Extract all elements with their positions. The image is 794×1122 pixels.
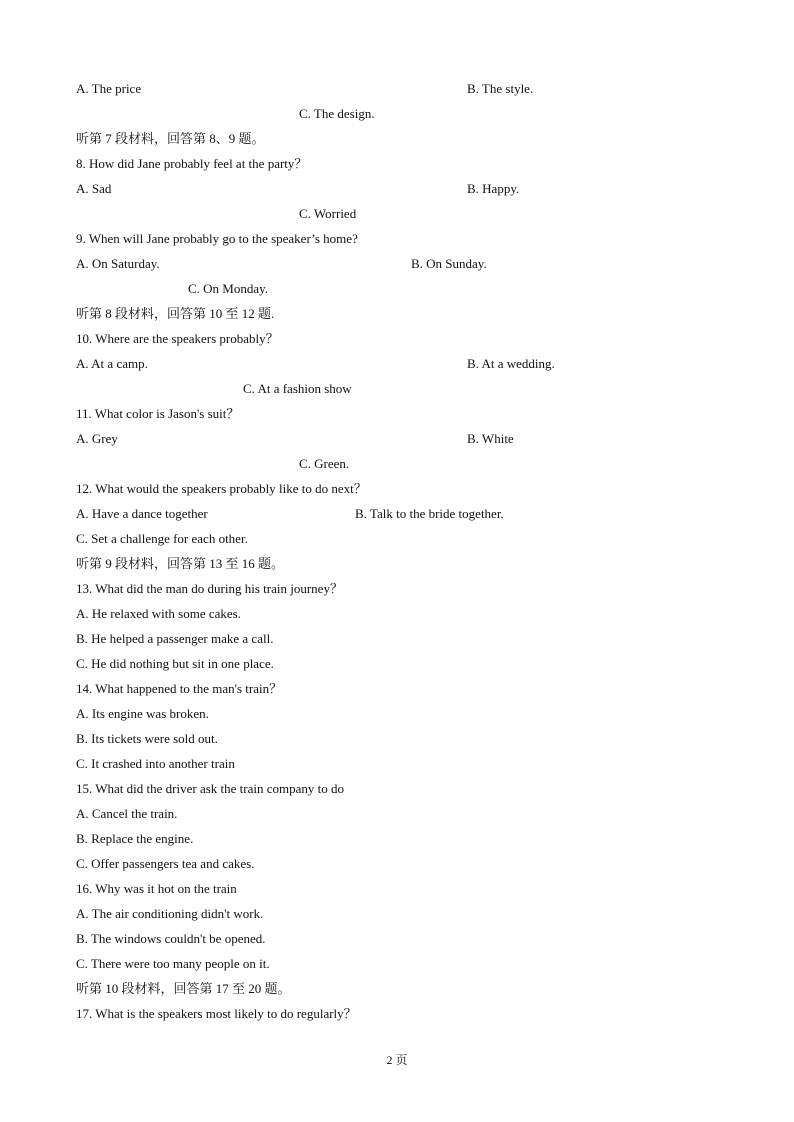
section-instruction: 听第 8 段材料，回答第 10 至 12 题. bbox=[76, 306, 275, 321]
q7-option-a: A. The price bbox=[76, 81, 142, 96]
q11-option-c: C. Green. bbox=[299, 456, 350, 471]
q8-option-b: B. Happy. bbox=[467, 181, 520, 196]
q15-option-c: C. Offer passengers tea and cakes. bbox=[76, 856, 255, 871]
page-number: 2 页 bbox=[386, 1053, 408, 1067]
question-15: 15. What did the driver ask the train company to do bbox=[76, 781, 344, 796]
q14-option-a: A. Its engine was broken. bbox=[76, 706, 209, 721]
q11-option-a: A. Grey bbox=[76, 431, 118, 446]
question-14: 14. What happened to the man's train？ bbox=[76, 681, 283, 696]
q16-option-a: A. The air conditioning didn't work. bbox=[76, 906, 264, 921]
section-instruction: 听第 9 段材料，回答第 13 至 16 题。 bbox=[76, 556, 285, 571]
section-instruction: 听第 10 段材料，回答第 17 至 20 题。 bbox=[76, 981, 291, 996]
q11-option-b: B. White bbox=[467, 431, 514, 446]
q12-option-b: B. Talk to the bride together. bbox=[355, 506, 504, 521]
q8-option-c: C. Worried bbox=[299, 206, 357, 221]
q12-option-a: A. Have a dance together bbox=[76, 506, 208, 521]
q7-option-b: B. The style. bbox=[467, 81, 534, 96]
q13-option-c: C. He did nothing but sit in one place. bbox=[76, 656, 274, 671]
q9-option-b: B. On Sunday. bbox=[411, 256, 487, 271]
q7-option-c: C. The design. bbox=[299, 106, 375, 121]
question-9: 9. When will Jane probably go to the speaker’s home? bbox=[76, 231, 358, 246]
q15-option-a: A. Cancel the train. bbox=[76, 806, 178, 821]
q16-option-c: C. There were too many people on it. bbox=[76, 956, 270, 971]
q13-option-a: A. He relaxed with some cakes. bbox=[76, 606, 241, 621]
section-instruction: 听第 7 段材料，回答第 8、9 题。 bbox=[76, 131, 265, 146]
question-16: 16. Why was it hot on the train bbox=[76, 881, 237, 896]
q9-option-c: C. On Monday. bbox=[188, 281, 269, 296]
q16-option-b: B. The windows couldn't be opened. bbox=[76, 931, 266, 946]
q10-option-c: C. At a fashion show bbox=[243, 381, 352, 396]
question-13: 13. What did the man do during his train journey？ bbox=[76, 581, 343, 596]
q12-option-c: C. Set a challenge for each other. bbox=[76, 531, 248, 546]
q15-option-b: B. Replace the engine. bbox=[76, 831, 194, 846]
q13-option-b: B. He helped a passenger make a call. bbox=[76, 631, 274, 646]
question-12: 12. What would the speakers probably like to do next？ bbox=[76, 481, 367, 496]
question-10: 10. Where are the speakers probably？ bbox=[76, 331, 279, 346]
question-8: 8. How did Jane probably feel at the party？ bbox=[76, 156, 308, 171]
question-17: 17. What is the speakers most likely to do regularly？ bbox=[76, 1006, 357, 1021]
q14-option-b: B. Its tickets were sold out. bbox=[76, 731, 218, 746]
q9-option-a: A. On Saturday. bbox=[76, 256, 160, 271]
q10-option-b: B. At a wedding. bbox=[467, 356, 555, 371]
q14-option-c: C. It crashed into another train bbox=[76, 756, 235, 771]
question-11: 11. What color is Jason's suit？ bbox=[76, 406, 240, 421]
q10-option-a: A. At a camp. bbox=[76, 356, 148, 371]
q8-option-a: A. Sad bbox=[76, 181, 112, 196]
